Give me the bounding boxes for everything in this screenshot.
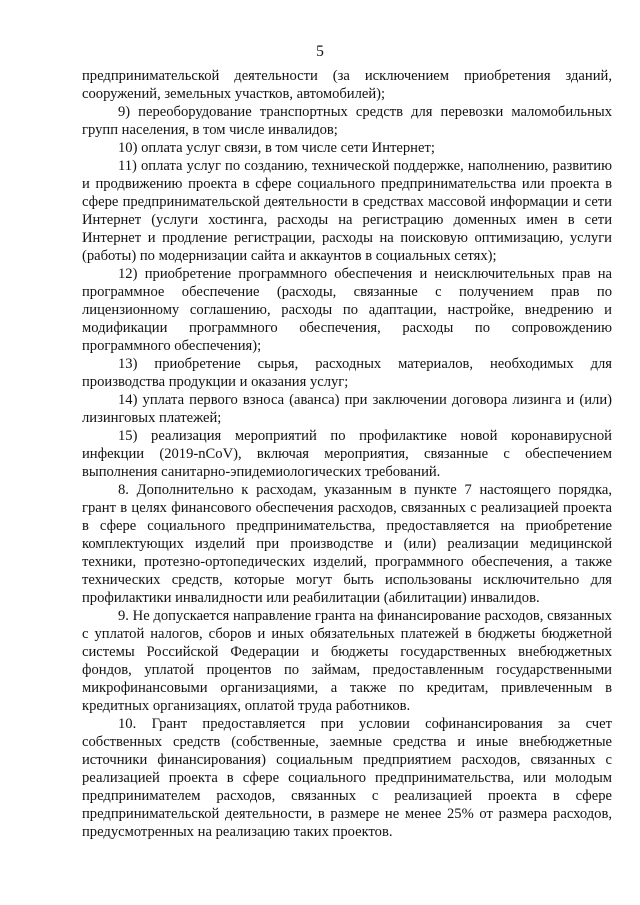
list-item-15: 15) реализация мероприятий по профилактике новой коронавирусной инфекции (2019-nCoV), включая мероприятия, связанные с обеспечением выполнения санитарно-эпидемиологических требований. [82, 428, 612, 480]
list-item-11: 11) оплата услуг по созданию, технической поддержке, наполнению, развитию и продвижению проекта в сфере социального предпринимательства или проекта в сфере предпринимательской деятельности в средствах массовой информации и сети Интернет (услуги хостинга, расходы на регистрацию доменных имен в сети Интернет и продление регистрации, расходы на поисковую оптимизацию, услуги (работы) по модернизации сайта и аккаунтов в социальных сетях); [82, 158, 612, 264]
list-item-13: 13) приобретение сырья, расходных материалов, необходимых для производства продукции и оказания услуг; [82, 356, 612, 390]
section-10-paragraph: 10. Грант предоставляется при условии софинансирования за счет собственных средств (собственные, заемные средства и иные внебюджетные источники финансирования) социальным предприятием расходов, связанных с реализацией проекта в сфере социального предпринимательства, или молодым предпринимателем расходов, связанных с реализацией проекта в сфере предпринимательской деятельности, в размере не менее 25% от размера расходов, предусмотренных на реализацию таких проектов. [82, 716, 612, 840]
paragraph-continuation: предпринимательской деятельности (за исключением приобретения зданий, сооружений, земельных участков, автомобилей); [82, 68, 612, 102]
list-item-14: 14) уплата первого взноса (аванса) при заключении договора лизинга и (или) лизинговых платежей; [82, 392, 612, 426]
list-item-9: 9) переоборудование транспортных средств для перевозки маломобильных групп населения, в том числе инвалидов; [82, 104, 612, 138]
list-item-10: 10) оплата услуг связи, в том числе сети Интернет; [118, 140, 435, 156]
page-number: 5 [316, 43, 324, 60]
document-body [82, 67, 612, 841]
section-9-paragraph: 9. Не допускается направление гранта на финансирование расходов, связанных с уплатой налогов, сборов и иных обязательных платежей в бюджеты бюджетной системы Российской Федерации и бюджеты государственных внебюджетных фондов, уплатой процентов по займам, предоставленным государственными микрофинансовыми организациями, а также по кредитам, привлеченным в кредитных организациях, оплатой труда работников. [82, 608, 612, 714]
list-item-12: 12) приобретение программного обеспечения и неисключительных прав на программное обеспечение (расходы, связанные с получением прав по лицензионному соглашению, расходы по адаптации, настройке, внедрению и модификации программного обеспечения, расходы по сопровождению программного обеспечения); [82, 266, 612, 354]
section-8-paragraph: 8. Дополнительно к расходам, указанным в пункте 7 настоящего порядка, грант в целях финансового обеспечения расходов, связанных с реализацией проекта в сфере социального предпринимательства, предоставляется на приобретение комплектующих изделий при производстве и (или) реализации медицинской техники, протезно-ортопедических изделий, программного обеспечения, а также технических средств, которые могут быть использованы исключительно для профилактики инвалидности или реабилитации (абилитации) инвалидов. [82, 482, 612, 606]
